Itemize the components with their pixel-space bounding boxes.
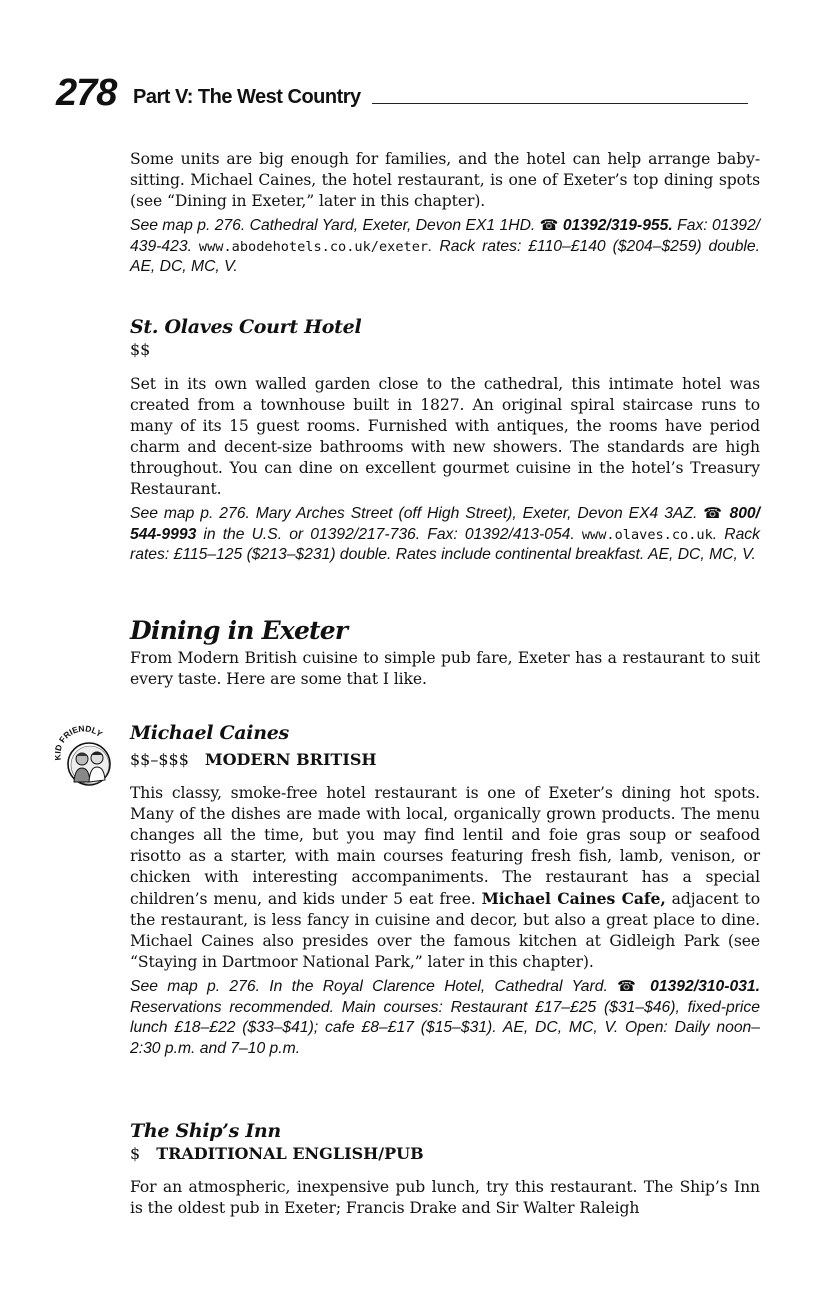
caines-paragraph [130, 783, 760, 973]
dining-heading: Dining in Exeter [130, 616, 348, 645]
caines-price: $$–$$$ [130, 750, 189, 769]
olaves-url[interactable]: www.olaves.co.uk [581, 526, 713, 543]
abode-info-address: See map p. 276. Cathedral Yard, Exeter, Devon EX1 1HD. [130, 217, 536, 234]
abode-phone: 01392/319-955. [562, 217, 673, 234]
caines-cafe: Michael Caines Cafe, [481, 889, 666, 908]
olaves-rates: . Rack rates: £115–125 ($213–$231) double. Rates include continental breakfast. AE, DC, MC, V. [130, 525, 760, 563]
caines-paragraph-rest: adjacent to the restaurant, is less fancy in cuisine and decor, but also a great place to dine. Michael Caines also presides over the famous kitchen at Gidleigh Park (see “Staying in Dartmoor National Park,” later in this chapter). [130, 890, 760, 971]
abode-info [130, 216, 760, 278]
badge-text: FRIENDLY [56, 724, 105, 745]
caines-paragraph-main: This classy, smoke-free hotel restaurant is one of Exeter’s dining hot spots. Many of the dishes are made with local, organically grown products. The menu changes all the time, but you may find lentil and foie gras soup or seafood risotto as a starter, with main courses featuring fresh fish, lamb, venison, or chicken with interesting accompaniments. The restaurant has a special children’s menu, and kids under 5 eat free. [130, 784, 760, 908]
ships-inn-entry [130, 1119, 760, 1219]
olaves-info [130, 504, 760, 566]
phone-icon: ☎ [539, 217, 559, 234]
abode-url[interactable]: www.abodehotels.co.uk/exeter [198, 238, 429, 255]
ship-price-line [130, 1143, 760, 1164]
olaves-paragraph: Set in its own walled garden close to the cathedral, this intimate hotel was created from a townhouse built in 1827. An original spiral staircase runs to many of its 15 guest rooms. Furnished with antiques, the rooms have period charm and decent-size bathrooms with new showers. The standards are high throughout. You can dine on excellent gourmet cuisine in the hotel’s Treasury Restaurant. [130, 375, 760, 498]
header-rule [372, 103, 748, 104]
abode-rates: . Rack rates: £110–£140 ($204–$259) double. AE, DC, MC, V. [130, 237, 761, 275]
olaves-fax: in the U.S. or 01392/217-736. Fax: 01392/413-054. [203, 525, 575, 543]
kid-friendly-icon [55, 724, 113, 786]
part-title: Part V: The West Country [133, 86, 361, 108]
abode-fax: Fax: 01392/ 439-423. [130, 217, 761, 255]
caines-phone: 01392/310-031. [650, 978, 761, 995]
dining-intro: From Modern British cuisine to simple pub fare, Exeter has a restaurant to suit every taste. Here are some that I like. [130, 649, 760, 688]
olaves-entry [130, 315, 760, 566]
ship-name: The Ship’s Inn [130, 1120, 281, 1142]
caines-category: MODERN BRITISH [204, 750, 377, 769]
olaves-name: St. Olaves Court Hotel [130, 316, 362, 338]
ship-category: TRADITIONAL ENGLISH/PUB [156, 1144, 424, 1163]
olaves-info-address: See map p. 276. Mary Arches Street (off High Street), Exeter, Devon EX4 3AZ. [130, 505, 698, 522]
phone-icon: ☎ [617, 978, 641, 995]
abode-paragraph: Some units are big enough for families, and the hotel can help arrange baby-sitting. Michael Caines, the hotel restaurant, is one of Exeter’s top dining spots (see “Dining in Exeter,” later in this chapter). [130, 150, 760, 210]
caines-info [130, 977, 760, 1059]
page-number: 278 [56, 72, 117, 114]
caines-price-line [130, 749, 760, 770]
caines-name: Michael Caines [130, 722, 289, 744]
olaves-price: $$ [130, 340, 151, 359]
caines-details: Reservations recommended. Main courses: Restaurant £17–£25 ($31–$46), fixed-price lunch £18–£22 ($33–$41); cafe £8–£17 ($15–$31). AE, DC, MC, V. Open: Daily noon–2:30 p.m. and 7–10 p.m. [130, 998, 760, 1057]
michael-caines-entry [130, 721, 760, 1059]
ship-paragraph: For an atmospheric, inexpensive pub lunch, try this restaurant. The Ship’s Inn is the oldest pub in Exeter; Francis Drake and Sir Walter Raleigh [130, 1178, 760, 1217]
abode-hotel-entry [130, 149, 760, 278]
olaves-phone: 800/ 544-9993 [130, 505, 761, 543]
dining-section [130, 616, 760, 690]
running-header [56, 70, 756, 116]
caines-info-address: See map p. 276. In the Royal Clarence Hotel, Cathedral Yard. [130, 978, 608, 995]
phone-icon: ☎ [703, 505, 724, 522]
ship-price: $ [130, 1144, 141, 1163]
